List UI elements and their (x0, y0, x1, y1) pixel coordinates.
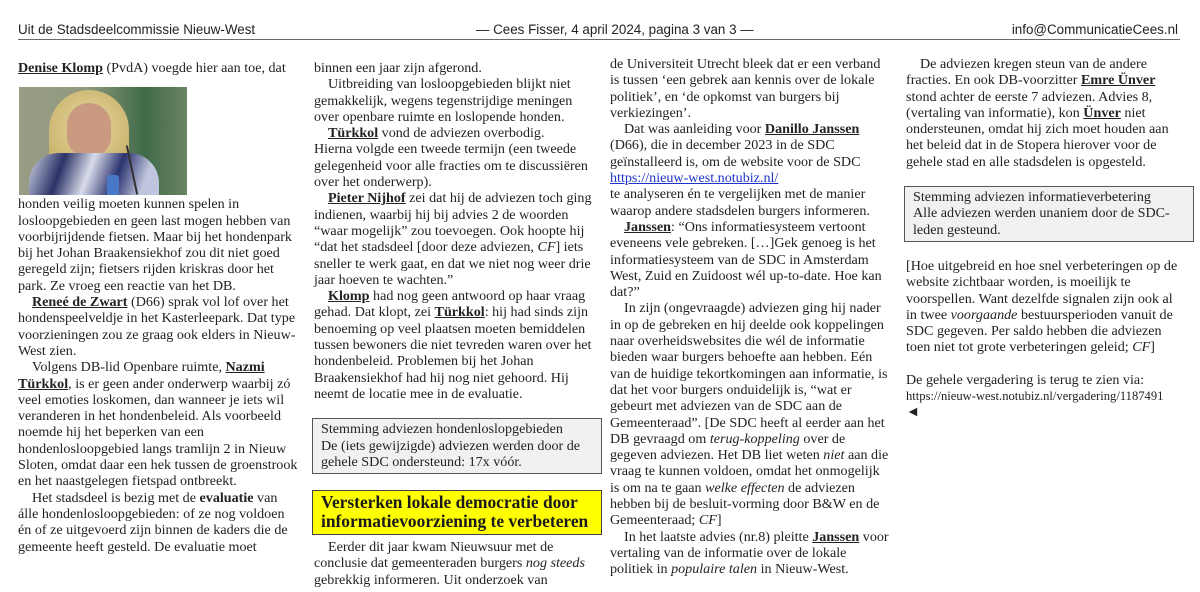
emphasis: evaluatie (199, 489, 254, 506)
article-column-3 (610, 56, 892, 578)
website-link[interactable]: https://nieuw-west.notubiz.nl/ (610, 170, 779, 187)
text: : hij had sinds zijn benoeming op veel plaatsen moeten bemiddelen tussen bewoners die niet tevreden waren over het hondenbeleid. Problemen bij het Johan Braakensiekhof had hij nog niet gehoord. Hij neemt de locatie mee in de evaluatie. (314, 304, 592, 402)
text: stond achter de eerste 7 adviezen. Advies 8, (vertaling van informatie), kon (906, 88, 1153, 121)
header-email[interactable]: info@CommunicatieCees.nl (1011, 22, 1178, 37)
paragraph: Uitbreiding van losloopgebieden blijkt niet gemakkelijk, wegens tegenstrijdige meningen over openbare ruimte en loslopende honden. (314, 76, 573, 125)
photo-shirt (29, 153, 159, 195)
text: , is er geen ander onderwerp waarbij zó veel emoties loskomen, dan wanneer je iets wil veranderen in het hondenbeleid. Als voorbeeld noemde hij het beperken van een hondenlosloopgebied langs tramlijn 2 in Nieuw Sloten, omdat daar een hek tussen de groenstrook en het naastgelegen fietspad ontbreekt. (18, 375, 298, 490)
person-name: Türkkol (328, 125, 379, 142)
text: In het laatste advies (nr.8) pleitte (624, 528, 813, 545)
emphasis: populaire talen (671, 561, 758, 578)
spacer (906, 242, 1184, 258)
emphasis: niet (823, 447, 845, 464)
paragraph (906, 258, 1184, 356)
text: ] (716, 512, 722, 529)
text: De adviezen kregen steun van de andere fracties. En ook DB-voorzitter (906, 56, 1147, 89)
paragraph (314, 125, 596, 141)
paragraph (610, 219, 892, 300)
section-headline: Versterken lokale democratie door informatievoorziening te verbeteren (312, 490, 602, 535)
person-name: Pieter Nijhof (328, 190, 406, 207)
person-name: Klomp (328, 288, 370, 305)
article-column-4 (906, 56, 1184, 421)
text: (PvdA) voegde hier aan toe, dat (102, 60, 286, 76)
header-source: Uit de Stadsdeelcommissie Nieuw-West (18, 22, 256, 37)
paragraph: De gehele vergadering is terug te zien via: (906, 371, 1145, 388)
vote-box-text: De (iets gewijzigde) adviezen werden door de gehele SDC ondersteund: 17x vóór. (321, 437, 581, 470)
portrait-photo (19, 87, 187, 195)
text: : “Ons informatiesysteem vertoont eveneens vele gebreken. […]Gek genoeg is het informatiesysteem van de SDC in Amsterdam West, Zuid en Zuidoost wél up-to-date. Hoe kan dat?” (610, 218, 882, 301)
page-header (18, 21, 1180, 40)
text: de adviezen hebben bij de besluit-vorming door B&W en de Gemeenteraad; (610, 479, 880, 529)
emphasis: nog steeds (525, 555, 585, 572)
meeting-url[interactable]: https://nieuw-west.notubiz.nl/vergadering/1187491 (906, 389, 1164, 404)
paragraph (610, 121, 892, 219)
text: [Hoe uitgebreid en hoe snel verbeteringen op de website zichtbaar worden, is moeilijk te voorspellen. Want dezelfde signalen zijn ook al in twee (906, 257, 1178, 323)
header-author-date-page: — Cees Fisser, 4 april 2024, pagina 3 van 3 — (476, 22, 754, 37)
text: (D66) sprak vol lof over het hondenspeelveldje in het Kasterleepark. Dat type voorzieningen zou ze graag ook elders in Nieuw-West zien. (18, 294, 296, 359)
text: vond de adviezen overbodig. (378, 125, 545, 142)
paragraph (18, 60, 300, 76)
text: (D66), die in december 2023 in de SDC geïnstalleerd is, om de website voor de SDC (610, 137, 861, 170)
text: bestuursperioden vanuit de SDC gegeven. Per saldo hebben die adviezen toen niet tot grote verbeteringen geleid; (906, 306, 1173, 356)
text: Eerder dit jaar kwam Nieuwsuur met de conclusie dat gemeenteraden burgers (314, 539, 554, 572)
vote-box-title: Stemming adviezen informatieverbetering (913, 189, 1151, 206)
article-column-2 (314, 60, 596, 588)
text: Dat was aanleiding voor (624, 121, 765, 138)
person-name: Danillo Janssen (764, 121, 860, 138)
paragraph (18, 294, 300, 359)
vote-result-box (904, 186, 1194, 242)
paragraph: Hierna volgde een tweede termijn (een tweede gelegenheid voor alle fracties om te discussiëren over het onderwerp). (314, 141, 588, 191)
article-column-1 (18, 60, 300, 555)
emphasis: voorgaande (950, 306, 1018, 323)
vote-box-title: Stemming adviezen hondenloslopgebieden (321, 421, 563, 438)
text: aan die vraag te kunnen voldoen, omdat het onmogelijk is om na te gaan (610, 447, 889, 496)
person-name: Reneé de Zwart (32, 294, 128, 311)
person-name: Denise Klomp (18, 60, 103, 76)
end-of-article-icon: ◄ (906, 404, 920, 421)
text: zei dat hij de adviezen toch ging indienen, waarbij hij bij advies 2 de woorden “waar mogelijk” zou toevoegen. Ook hoopte hij “dat het stadsdeel [door deze adviezen, (314, 190, 592, 256)
photo-face (67, 103, 111, 157)
text: Volgens DB-lid Openbare ruimte, (32, 359, 226, 376)
water-bottle-icon (107, 175, 119, 195)
paragraph (906, 56, 1184, 170)
person-name: Türkkol (434, 304, 485, 321)
text: Het stadsdeel is bezig met de (32, 489, 200, 506)
emphasis: terug-koppeling (709, 430, 800, 447)
paragraph (610, 529, 892, 578)
text: ] (1150, 339, 1155, 356)
text: niet ondersteunen, omdat hij zich moet houden aan het beleid dat in de Stopera hierover voor de gehele stad en alle stadsdelen is opgesteld. (906, 104, 1169, 170)
text: voor vertaling van de informatie over de lokale politiek in (610, 528, 889, 578)
paragraph (314, 288, 596, 402)
paragraph (314, 190, 596, 288)
text: had nog geen antwoord op haar vraag gehad. Dat klopt, zei (314, 288, 586, 321)
text: ] iets sneller te werk gaat, en dat we niet nog weer drie jaar hoeven te wachten.” (314, 239, 591, 288)
person-name: Janssen (624, 218, 671, 235)
person-name: Nazmi Türkkol (18, 359, 265, 392)
paragraph (18, 359, 300, 489)
editor-initials: CF (1132, 339, 1151, 356)
text: in Nieuw-West. (757, 561, 849, 578)
paragraph: honden veilig moeten kunnen spelen in losloopgebieden en geen last mogen hebben van voorbijrijdende fietsen. Maar bij het hondenpark bij het Johan Braakensiekhof zou dit niet goed geregeld zijn; fietsers rijden kriskras door het park. Ze vroeg een reactie van het DB. (18, 196, 292, 294)
spacer (906, 356, 1184, 372)
editor-initials: CF (537, 239, 556, 256)
person-name: Emre Ünver (1080, 72, 1156, 89)
paragraph: binnen een jaar zijn afgerond. (314, 60, 482, 76)
paragraph (18, 490, 300, 555)
paragraph (610, 300, 892, 528)
text: van álle hondenlosloopgebieden: of ze nog voldoen én of ze uitgevoerd zijn binnen de kaders die de gemeente heeft gesteld. De evaluatie moet (18, 489, 288, 555)
text: In zijn (ongevraagde) adviezen ging hij nader in op de gebreken en hij deelde ook koppelingen naar overheidswebsites die wél de informatie bieden waar burgers behoefte aan hebben. Eén van de huidige tekortkomingen aan informatie, is dat het voor burgers onduidelijk is, “wat er gebeurt met adviezen van de SDC aan de Gemeenteraad”. [De SDC heeft al eerder aan het DB gevraagd om (610, 300, 888, 447)
person-name: Janssen (812, 528, 860, 545)
emphasis: welke effecten (705, 479, 785, 496)
vote-box-text: Alle adviezen werden unaniem door de SDC-leden gesteund. (913, 205, 1170, 238)
text: te analyseren én te vergelijken met de manier waarop andere stadsdelen burgers informeren. (610, 186, 870, 219)
text: gebrekkig informeren. Uit onderzoek van (314, 571, 548, 588)
paragraph: de Universiteit Utrecht bleek dat er een verband is tussen ‘een gebrek aan kennis over de lokale politiek’, en ‘de opkomst van burgers bij verkiezingen’. (610, 56, 881, 121)
text: over de gegeven adviezen. Het DB liet weten (610, 430, 846, 464)
vote-result-box (312, 418, 602, 474)
editor-initials: CF (698, 512, 717, 529)
paragraph (314, 539, 596, 588)
person-name: Ünver (1083, 104, 1121, 121)
